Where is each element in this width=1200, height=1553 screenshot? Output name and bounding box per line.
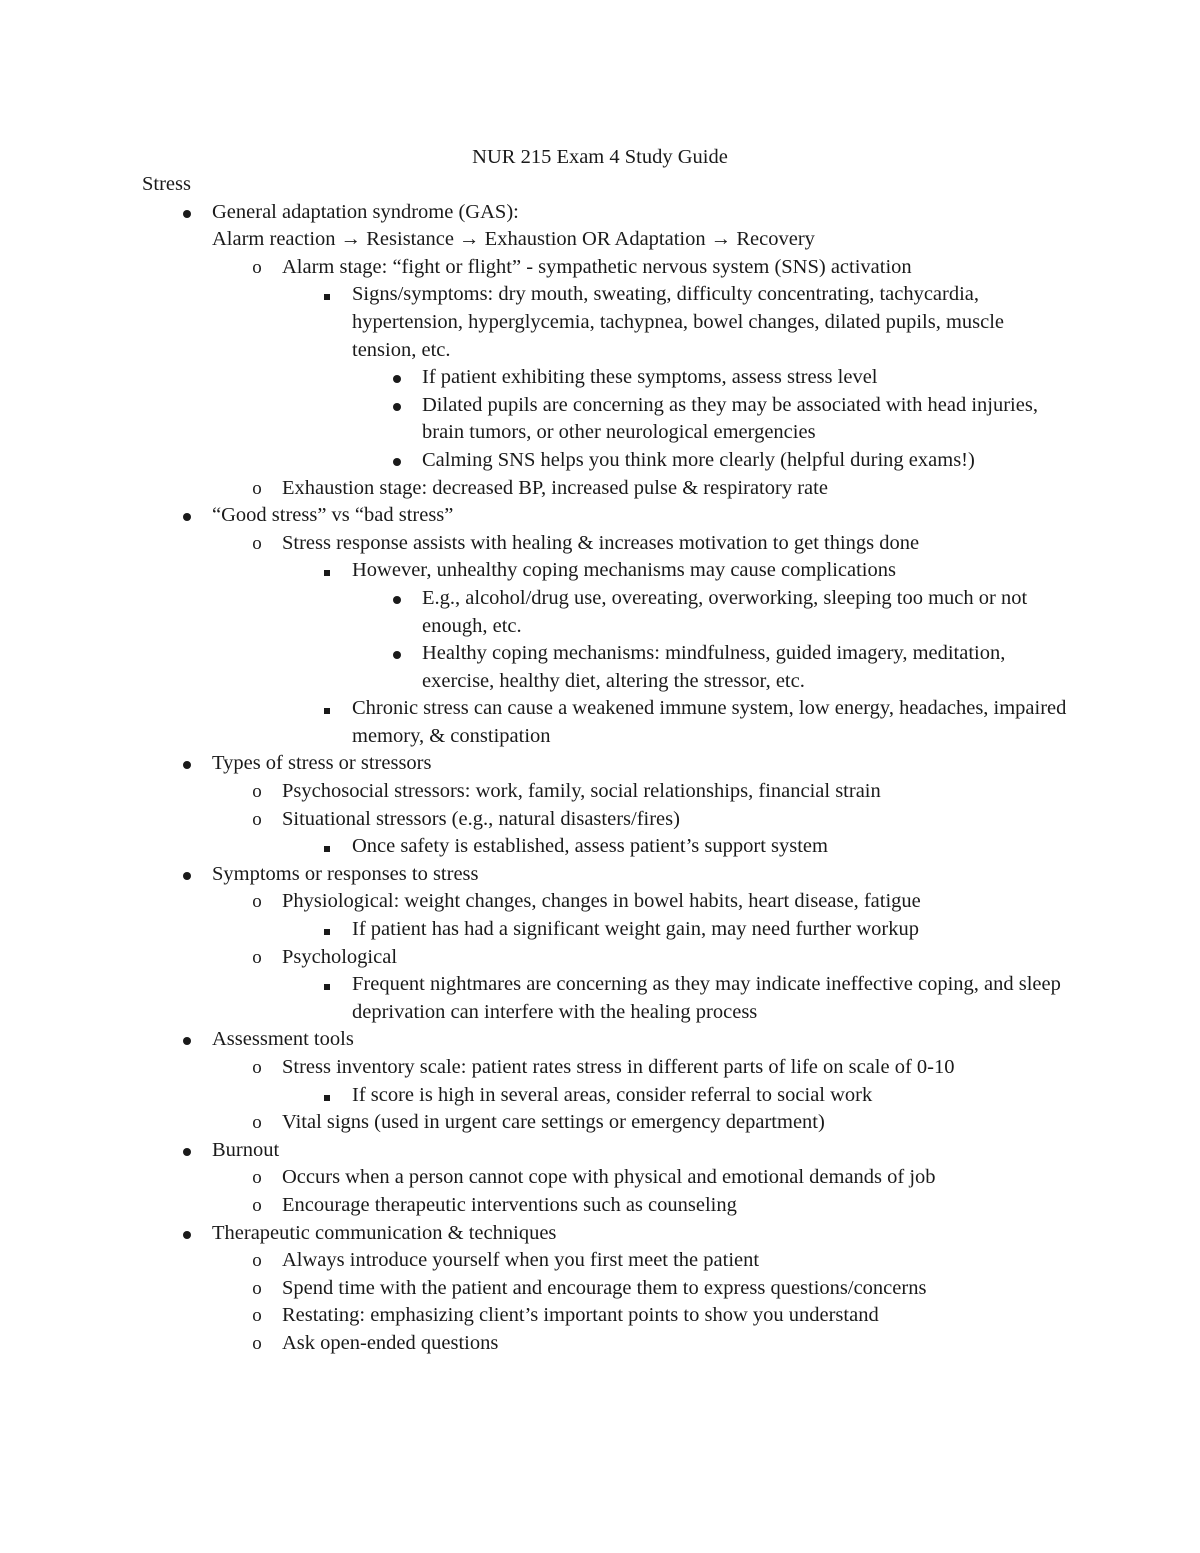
bullet-circle-icon: o	[252, 891, 262, 913]
outline-item	[252, 1054, 1072, 1082]
outline-item-text: Frequent nightmares are concerning as they may indicate ineffective coping, and sleep deprivation can interfere with the healing process	[352, 973, 1061, 1023]
outline-item	[252, 806, 1072, 834]
bullet-circle-icon: o	[252, 1057, 262, 1078]
outline-item-text: Restating: emphasizing client’s important points to show you understand	[282, 1304, 879, 1327]
bullet-circle-icon: o	[252, 1332, 262, 1354]
outline-item-text: E.g., alcohol/drug use, overeating, overworking, sleeping too much or not enough, etc.	[422, 586, 1028, 637]
bullet-circle-icon: o	[252, 1167, 262, 1189]
outline-item	[422, 364, 1072, 392]
outline-item	[252, 1302, 1072, 1330]
page-title: NUR 215 Exam 4 Study Guide	[472, 146, 728, 168]
outline-item	[252, 530, 1072, 558]
outline-item	[352, 971, 1072, 1026]
bullet-dot-icon	[387, 392, 407, 420]
bullet-dot-icon	[387, 364, 407, 392]
outline-item	[212, 1220, 1072, 1248]
outline-item	[212, 502, 1072, 530]
outline-item-text: Chronic stress can cause a weakened immune system, low energy, headaches, impaired memory, & constipation	[352, 697, 1067, 747]
outline-item	[352, 557, 1072, 585]
outline-item-text: Healthy coping mechanisms: mindfulness, guided imagery, meditation, exercise, healthy diet, altering the stressor, etc.	[422, 642, 1006, 692]
outline-item-text: Ask open-ended questions	[282, 1331, 499, 1354]
outline-item-text: Vital signs (used in urgent care settings or emergency department)	[282, 1111, 825, 1134]
bullet-square-icon	[317, 833, 337, 861]
bullet-dot-icon	[387, 447, 407, 475]
outline-item-text: General adaptation syndrome (GAS):	[212, 200, 519, 223]
bullet-circle-icon: o	[252, 1250, 262, 1272]
bullet-circle-icon: o	[252, 256, 262, 278]
outline-item	[422, 585, 1072, 640]
outline-item-text: Burnout	[212, 1138, 280, 1161]
bullet-square-icon	[317, 971, 337, 999]
bullet-circle-icon: o	[252, 781, 262, 803]
outline-item	[252, 1247, 1072, 1275]
bullet-circle-icon: o	[252, 532, 262, 554]
bullet-circle-icon: o	[252, 477, 262, 499]
bullet-circle-icon: o	[252, 1277, 262, 1299]
outline-item-text: Alarm reaction → Resistance → Exhaustion OR Adaptation → Recovery	[212, 228, 815, 251]
outline-item-text: Encourage therapeutic interventions such as counseling	[282, 1193, 737, 1216]
outline-item	[212, 861, 1072, 889]
bullet-dot-icon	[177, 750, 197, 778]
outline-item	[212, 1026, 1072, 1054]
bullet-square-icon	[317, 281, 337, 309]
bullet-circle-icon: o	[252, 808, 262, 830]
outline-list	[142, 199, 1072, 1358]
outline-item-text: If patient has had a significant weight gain, may need further workup	[352, 918, 919, 941]
outline-item	[252, 254, 1072, 282]
outline-item-text: However, unhealthy coping mechanisms may cause complications	[352, 559, 896, 582]
outline-item	[212, 1137, 1072, 1165]
study-guide-body	[142, 171, 1072, 1358]
outline-item	[212, 199, 1072, 227]
section-heading: Stress	[142, 173, 191, 195]
outline-item	[252, 1275, 1072, 1303]
outline-item-text: Symptoms or responses to stress	[212, 862, 479, 885]
bullet-square-icon	[317, 1082, 337, 1110]
outline-item	[252, 1192, 1072, 1220]
bullet-circle-icon: o	[252, 946, 262, 968]
outline-item	[352, 833, 1072, 861]
outline-item-text: Stress inventory scale: patient rates stress in different parts of life on scale of 0-10	[282, 1056, 955, 1078]
outline-item-text: If score is high in several areas, consider referral to social work	[352, 1083, 873, 1106]
bullet-dot-icon	[177, 1026, 197, 1054]
outline-item	[252, 944, 1072, 972]
bullet-circle-icon: o	[252, 1305, 262, 1327]
outline-item	[252, 888, 1072, 916]
outline-item	[252, 1164, 1072, 1192]
outline-item	[252, 778, 1072, 806]
bullet-dot-icon	[387, 640, 407, 668]
outline-item-text: Dilated pupils are concerning as they may be associated with head injuries, brain tumors, or other neurological emergencies	[422, 393, 1038, 444]
outline-item-text: Therapeutic communication & techniques	[212, 1221, 557, 1244]
outline-item-text: Physiological: weight changes, changes in bowel habits, heart disease, fatigue	[282, 890, 921, 913]
outline-item	[352, 1082, 1072, 1110]
outline-item-text: Types of stress or stressors	[212, 752, 432, 775]
outline-item-text: Assessment tools	[212, 1028, 354, 1051]
outline-item	[252, 475, 1072, 503]
outline-item	[352, 281, 1072, 364]
outline-item-text: Situational stressors (e.g., natural disasters/fires)	[282, 807, 680, 830]
outline-item-text: Signs/symptoms: dry mouth, sweating, difficulty concentrating, tachycardia, hypertension, hyperglycemia, tachypnea, bowel changes, dilated pupils, muscle tension, etc.	[352, 283, 1005, 361]
outline-item	[352, 695, 1072, 750]
outline-item-text: Spend time with the patient and encourage them to express questions/concerns	[282, 1276, 927, 1299]
outline-item-text: Calming SNS helps you think more clearly (helpful during exams!)	[422, 448, 975, 471]
outline-item-text: If patient exhibiting these symptoms, assess stress level	[422, 366, 878, 389]
outline-item	[212, 226, 1072, 254]
outline-item-text: Psychosocial stressors: work, family, social relationships, financial strain	[282, 780, 881, 803]
bullet-dot-icon	[177, 861, 197, 889]
outline-item-text: Psychological	[282, 945, 398, 968]
bullet-dot-icon	[387, 585, 407, 613]
bullet-dot-icon	[177, 1137, 197, 1165]
bullet-circle-icon: o	[252, 1194, 262, 1216]
outline-item-text: Once safety is established, assess patient’s support system	[352, 835, 828, 858]
outline-item-text: “Good stress” vs “bad stress”	[212, 504, 454, 527]
outline-item	[252, 1109, 1072, 1137]
bullet-square-icon	[317, 695, 337, 723]
outline-item	[212, 750, 1072, 778]
outline-item	[352, 916, 1072, 944]
outline-item	[422, 392, 1072, 447]
outline-item	[422, 447, 1072, 475]
outline-item-text: Alarm stage: “fight or flight” - sympathetic nervous system (SNS) activation	[282, 255, 912, 278]
outline-item	[252, 1330, 1072, 1358]
bullet-square-icon	[317, 916, 337, 944]
outline-item	[422, 640, 1072, 695]
bullet-circle-icon: o	[252, 1112, 262, 1134]
bullet-dot-icon	[177, 199, 197, 227]
bullet-square-icon	[317, 557, 337, 585]
outline-item-text: Always introduce yourself when you first meet the patient	[282, 1249, 760, 1272]
outline-item-text: Stress response assists with healing & increases motivation to get things done	[282, 531, 920, 554]
outline-item-text: Exhaustion stage: decreased BP, increased pulse & respiratory rate	[282, 476, 828, 499]
bullet-dot-icon	[177, 502, 197, 530]
bullet-dot-icon	[177, 1220, 197, 1248]
outline-item-text: Occurs when a person cannot cope with physical and emotional demands of job	[282, 1166, 936, 1189]
